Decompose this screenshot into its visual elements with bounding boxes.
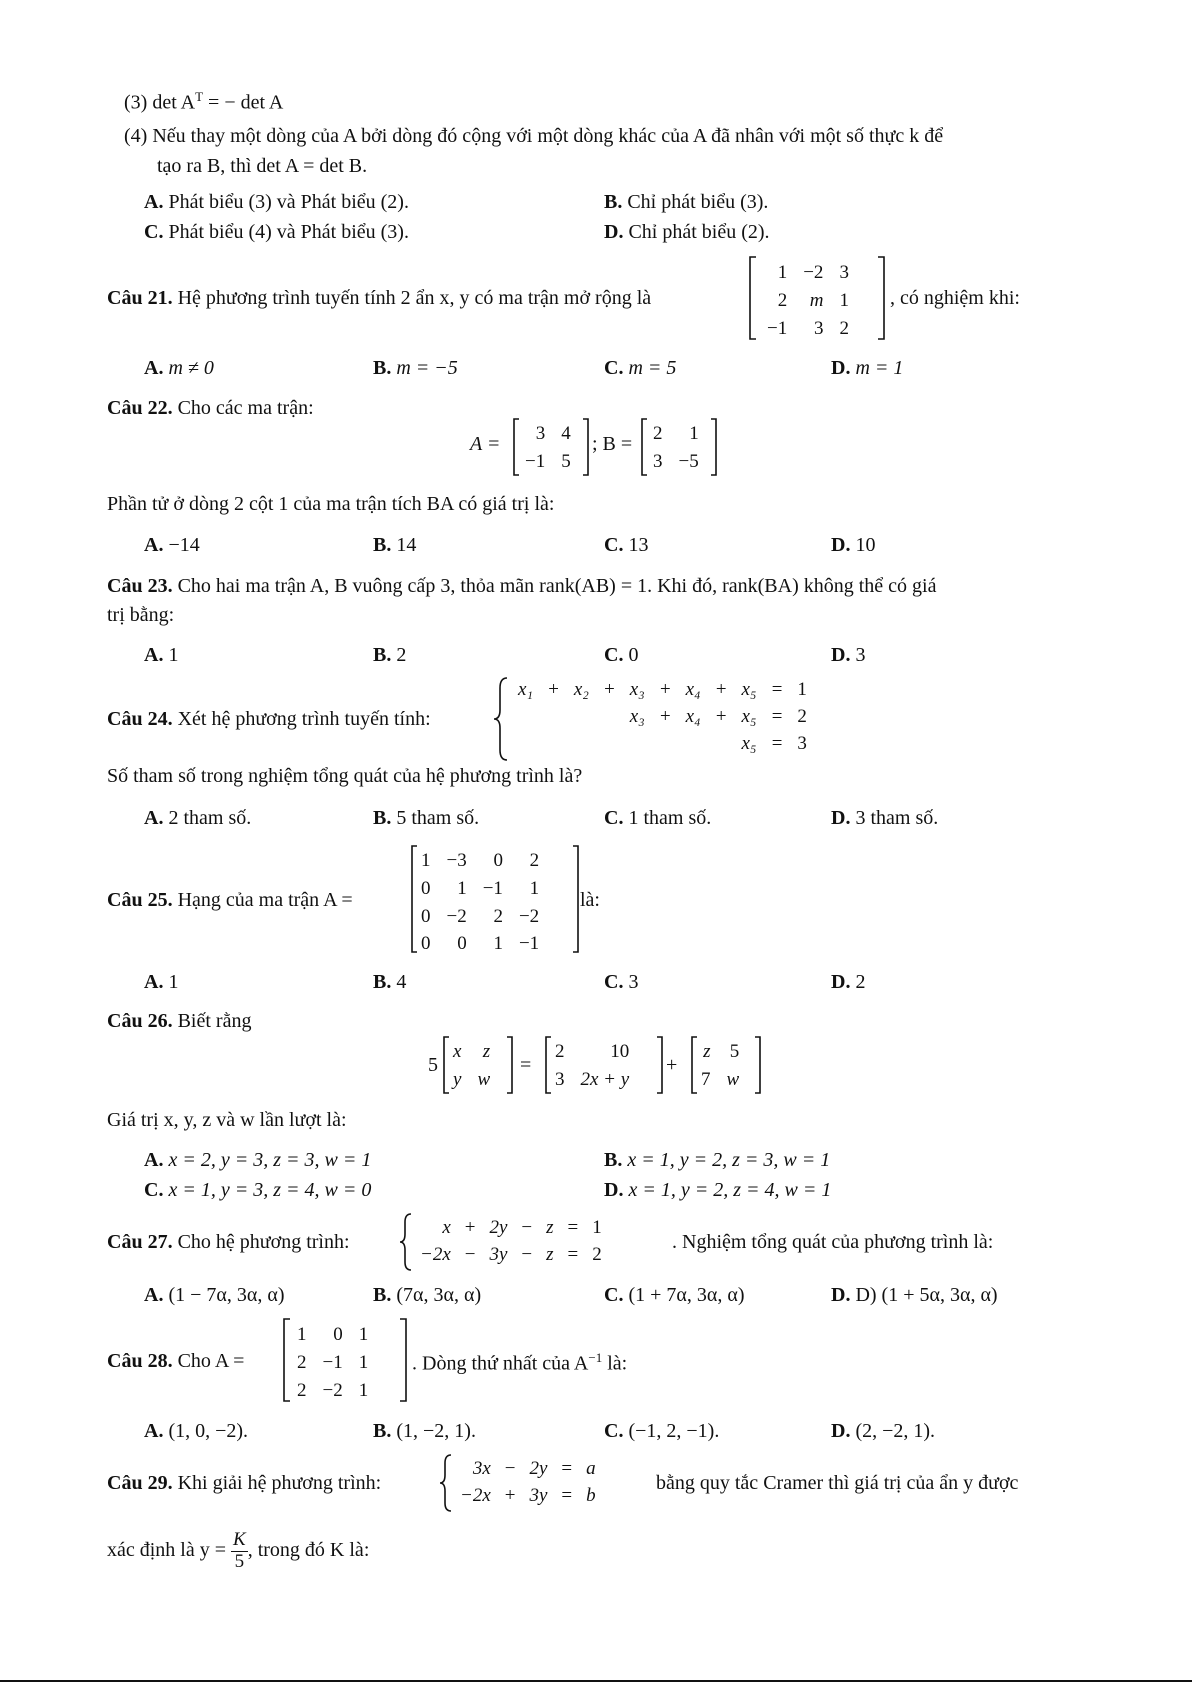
- op: =: [770, 705, 784, 727]
- cell: 2x + y: [580, 1068, 630, 1090]
- option-key: B.: [373, 644, 392, 666]
- option-C[interactable]: [144, 222, 409, 242]
- q29-line2: [107, 1530, 369, 1573]
- cell: 2: [839, 317, 849, 339]
- cell: 1: [457, 877, 467, 899]
- op: =: [567, 1217, 579, 1238]
- q28-option-C[interactable]: [604, 1421, 719, 1441]
- q26-stem: [107, 1011, 251, 1031]
- question-number: Câu 21.: [107, 287, 173, 309]
- cell: −2: [518, 905, 540, 927]
- after-rest: là:: [602, 1352, 628, 1375]
- option-key: C.: [604, 807, 624, 829]
- op: +: [658, 679, 672, 700]
- cell: 2: [529, 850, 540, 871]
- option-text: (1 + 7α, 3α, α): [623, 1284, 745, 1306]
- q28-option-D[interactable]: [831, 1421, 935, 1441]
- q22-question: Phần tử ở dòng 2 cột 1 của ma trận tích BA có giá trị là:: [107, 493, 555, 515]
- statement-4-line2: tạo ra B, thì det A = det B.: [157, 155, 368, 177]
- option-key: A.: [144, 971, 164, 993]
- option-key: C.: [604, 534, 624, 556]
- cell: 1: [493, 933, 503, 955]
- option-key: B.: [373, 971, 392, 993]
- option-text: 1 tham số.: [623, 807, 712, 829]
- question-number: Câu 27.: [107, 1231, 173, 1253]
- question-text: Cho A =: [172, 1350, 245, 1372]
- rhs: 2: [592, 1243, 602, 1265]
- question-text: Xét hệ phương trình tuyến tính:: [172, 708, 431, 730]
- option-text: (2, −2, 1).: [850, 1420, 936, 1442]
- option-text: 0: [623, 644, 639, 666]
- op: −: [504, 1458, 516, 1479]
- cell: x: [453, 1041, 462, 1062]
- q24-option-D[interactable]: [831, 808, 938, 828]
- q28-option-B[interactable]: [373, 1421, 476, 1441]
- op: +: [602, 679, 616, 700]
- op: =: [561, 1458, 573, 1479]
- cell: 10: [610, 1041, 630, 1062]
- cell: y: [453, 1068, 462, 1090]
- rhs: 1: [592, 1217, 602, 1238]
- term: x₁: [518, 679, 534, 700]
- term: 3y: [489, 1243, 508, 1265]
- cell: 1: [839, 289, 849, 311]
- option-text: 2: [850, 971, 866, 993]
- option-key: C.: [604, 1420, 624, 1442]
- term: z: [546, 1243, 554, 1265]
- option-key: D.: [604, 221, 624, 243]
- option-text: 4: [391, 971, 407, 993]
- rhs: b: [586, 1484, 596, 1506]
- q28-stem: [107, 1351, 244, 1371]
- statement-3-rest: = − det A: [203, 91, 284, 114]
- question-text: Cho các ma trận:: [172, 397, 314, 419]
- option-key: B.: [373, 1284, 392, 1306]
- cell: 5: [729, 1041, 740, 1062]
- op: [541, 732, 566, 757]
- fraction-denominator: 5: [234, 1550, 245, 1572]
- option-key: C.: [604, 644, 624, 666]
- cell: 1: [777, 262, 788, 283]
- q22-option-B[interactable]: [373, 535, 416, 555]
- option-text: m ≠ 0: [163, 357, 214, 379]
- op: −: [464, 1243, 476, 1265]
- question-number: Câu 22.: [107, 397, 173, 419]
- q27-option-A[interactable]: [144, 1285, 285, 1305]
- question-number: Câu 26.: [107, 1010, 173, 1032]
- term: [568, 732, 595, 757]
- question-number: Câu 23.: [107, 575, 173, 597]
- question-number: Câu 24.: [107, 708, 173, 730]
- option-text: Chỉ phát biểu (3).: [622, 191, 769, 213]
- op: =: [561, 1484, 573, 1506]
- cell: −1: [482, 877, 503, 899]
- option-key: B.: [604, 1149, 623, 1171]
- q26-matrix-2: [544, 1036, 674, 1094]
- option-text: −14: [163, 534, 200, 556]
- q29-stem: [107, 1473, 381, 1493]
- q24-system: [510, 676, 815, 758]
- option-key: A.: [144, 534, 164, 556]
- option-key: D.: [831, 357, 851, 379]
- cell: 0: [421, 905, 431, 927]
- option-text: x = 2, y = 3, z = 3, w = 1: [163, 1149, 372, 1171]
- cell: 7: [701, 1068, 711, 1090]
- cell: 2: [777, 289, 788, 311]
- cell: −1: [525, 450, 546, 472]
- option-A[interactable]: [144, 192, 409, 212]
- option-text: (−1, 2, −1).: [623, 1420, 720, 1442]
- q24-brace: [492, 676, 510, 766]
- q25-option-B[interactable]: [373, 972, 406, 992]
- cell: 3: [535, 423, 546, 444]
- q23-option-B[interactable]: [373, 645, 406, 665]
- rhs: 2: [797, 705, 807, 727]
- q28-after: [412, 1351, 627, 1374]
- option-key: D.: [831, 807, 851, 829]
- option-text: x = 1, y = 2, z = 3, w = 1: [622, 1149, 831, 1171]
- cell: z: [703, 1041, 711, 1062]
- option-key: B.: [373, 357, 392, 379]
- cell: 2: [493, 905, 503, 927]
- q25-matrix: [410, 845, 582, 953]
- term: [512, 732, 539, 757]
- term: x₂: [573, 679, 589, 700]
- q27-stem: [107, 1232, 350, 1252]
- op: [709, 732, 734, 757]
- cell: 0: [493, 850, 503, 871]
- option-key: D.: [831, 644, 851, 666]
- op: −: [521, 1243, 533, 1265]
- option-key: B.: [373, 534, 392, 556]
- q24-option-B[interactable]: [373, 808, 479, 828]
- op: −: [521, 1217, 533, 1238]
- term: x₅: [741, 679, 757, 700]
- term: 2y: [529, 1458, 548, 1479]
- option-text: m = −5: [391, 357, 458, 379]
- option-text: 2: [391, 644, 407, 666]
- q26-matrix-1: [442, 1036, 522, 1094]
- term: z: [546, 1217, 554, 1238]
- cell: 1: [358, 1379, 369, 1401]
- op: [597, 732, 622, 757]
- q25-after: là:: [580, 889, 600, 911]
- option-text: 3: [623, 971, 639, 993]
- option-text: 3: [850, 644, 866, 666]
- option-key: A.: [144, 191, 164, 213]
- cell: z: [482, 1041, 491, 1062]
- question-number: Câu 28.: [107, 1350, 173, 1372]
- option-text: 5 tham số.: [391, 807, 480, 829]
- cell: −1: [518, 933, 540, 955]
- transpose-sup: T: [195, 89, 204, 104]
- q26-plus: +: [666, 1054, 678, 1076]
- option-text: 2 tham số.: [163, 807, 252, 829]
- op: +: [714, 679, 728, 700]
- option-text: m = 1: [850, 357, 904, 379]
- q26-option-A[interactable]: [144, 1150, 371, 1170]
- page-bottom-rule: [0, 1680, 1192, 1682]
- q21-matrix: [748, 256, 888, 340]
- option-key: B.: [373, 807, 392, 829]
- q22-option-C[interactable]: [604, 535, 648, 555]
- q26-equals: =: [520, 1054, 532, 1076]
- term: x₄: [685, 679, 701, 700]
- question-text: Hạng của ma trận A =: [172, 889, 353, 911]
- op: =: [770, 679, 784, 700]
- option-text: (1, −2, 1).: [391, 1420, 476, 1442]
- cell: 2: [653, 423, 663, 444]
- term: x₃: [629, 679, 645, 700]
- after-text: . Dòng thứ nhất của A: [412, 1352, 589, 1375]
- option-key: A.: [144, 1420, 164, 1442]
- q23-option-D[interactable]: [831, 645, 865, 665]
- op: =: [567, 1243, 579, 1265]
- cell: 0: [457, 933, 467, 955]
- op: [597, 705, 622, 730]
- q21-option-C[interactable]: [604, 358, 676, 378]
- cell: 3: [839, 262, 849, 283]
- q22-matrix-b: [640, 418, 720, 476]
- option-key: A.: [144, 644, 164, 666]
- op: +: [464, 1217, 476, 1238]
- option-key: D.: [604, 1179, 624, 1201]
- option-text: m = 5: [623, 357, 677, 379]
- q25-option-A[interactable]: [144, 972, 178, 992]
- statement-3: [124, 90, 283, 113]
- term: [512, 705, 539, 730]
- term: x₅: [741, 705, 757, 727]
- q21-option-B[interactable]: [373, 358, 458, 378]
- option-key: B.: [604, 191, 623, 213]
- q27-system: [412, 1214, 610, 1270]
- option-key: A.: [144, 1149, 164, 1171]
- question-text: Cho hệ phương trình:: [172, 1231, 350, 1253]
- op: +: [547, 679, 560, 700]
- cell: −2: [446, 905, 467, 927]
- q26-question: Giá trị x, y, z và w lần lượt là:: [107, 1109, 347, 1131]
- q23-line2: trị bằng:: [107, 604, 175, 626]
- q29-after: bằng quy tắc Cramer thì giá trị của ẩn y được: [656, 1472, 1019, 1494]
- cell: 1: [358, 1351, 369, 1373]
- q24-option-A[interactable]: [144, 808, 251, 828]
- q23-stem: [107, 576, 936, 596]
- cell: 2: [297, 1379, 307, 1401]
- q26-option-B[interactable]: [604, 1150, 830, 1170]
- q24-option-C[interactable]: [604, 808, 711, 828]
- option-text: (1 − 7α, 3α, α): [163, 1284, 285, 1306]
- option-D[interactable]: [604, 222, 770, 242]
- cell: −3: [446, 850, 467, 871]
- question-text: Khi giải hệ phương trình:: [172, 1472, 382, 1494]
- cell: 0: [333, 1324, 343, 1345]
- option-text: D) (1 + 5α, 3α, α): [850, 1284, 998, 1306]
- op: [653, 732, 678, 757]
- statement-3-text: (3) det A: [124, 91, 196, 114]
- rhs: 3: [797, 732, 807, 754]
- q21-option-A[interactable]: [144, 358, 214, 378]
- cell: −2: [322, 1379, 343, 1401]
- fraction: [231, 1530, 248, 1573]
- cell: −1: [767, 317, 788, 339]
- cell: 3: [653, 450, 663, 472]
- rhs: a: [586, 1458, 596, 1479]
- option-text: 3 tham số.: [850, 807, 939, 829]
- q21-after: , có nghiệm khi:: [890, 287, 1020, 309]
- q26-option-D[interactable]: [604, 1180, 831, 1200]
- q22-option-D[interactable]: [831, 535, 875, 555]
- cell: 0: [421, 877, 431, 899]
- option-text: x = 1, y = 2, z = 4, w = 1: [623, 1179, 832, 1201]
- option-text: Phát biểu (4) và Phát biểu (3).: [163, 221, 409, 243]
- q23-option-A[interactable]: [144, 645, 178, 665]
- q26-matrix-3: [690, 1036, 770, 1094]
- option-key: C.: [604, 971, 624, 993]
- term: 2y: [489, 1217, 508, 1238]
- option-key: C.: [144, 221, 164, 243]
- term: [624, 732, 651, 757]
- option-B[interactable]: [604, 192, 768, 212]
- option-key: D.: [831, 1284, 851, 1306]
- op: +: [714, 705, 728, 727]
- term: [680, 732, 707, 757]
- line2-text: xác định là y =: [107, 1538, 227, 1561]
- option-key: C.: [144, 1179, 164, 1201]
- option-key: D.: [831, 534, 851, 556]
- option-key: A.: [144, 357, 164, 379]
- term: 3y: [529, 1484, 548, 1506]
- cell: w: [726, 1068, 740, 1090]
- fraction-numerator: K: [233, 1529, 246, 1550]
- cell: −2: [803, 262, 824, 283]
- q21-option-D[interactable]: [831, 358, 903, 378]
- q27-after: . Nghiệm tổng quát của phương trình là:: [672, 1231, 994, 1253]
- option-text: (7α, 3α, α): [391, 1284, 482, 1306]
- cell: 1: [297, 1324, 307, 1345]
- inverse-sup: −1: [588, 1350, 603, 1365]
- term: x₅: [741, 732, 757, 754]
- q25-option-C[interactable]: [604, 972, 638, 992]
- option-key: C.: [604, 357, 624, 379]
- cell: 2: [297, 1351, 307, 1373]
- q28-option-A[interactable]: [144, 1421, 248, 1441]
- option-key: D.: [831, 1420, 851, 1442]
- cell: w: [477, 1068, 491, 1090]
- term: −2x: [420, 1243, 451, 1265]
- question-text: Biết rằng: [172, 1010, 252, 1032]
- term: 3x: [472, 1458, 491, 1479]
- q27-option-B[interactable]: [373, 1285, 481, 1305]
- q24-question: Số tham số trong nghiệm tổng quát của hệ phương trình là?: [107, 765, 583, 787]
- question-text: Hệ phương trình tuyến tính 2 ẩn x, y có ma trận mở rộng là: [172, 287, 652, 309]
- cell: −5: [678, 450, 699, 472]
- rhs: 1: [797, 679, 807, 700]
- q25-stem: [107, 890, 353, 910]
- q29-system: [452, 1455, 604, 1511]
- cell: m: [809, 289, 824, 311]
- op: +: [504, 1484, 516, 1506]
- term: x₃: [629, 705, 645, 727]
- q26-coef: 5: [428, 1054, 438, 1076]
- term: −2x: [460, 1484, 491, 1506]
- option-text: 14: [391, 534, 417, 556]
- q27-option-D[interactable]: [831, 1285, 998, 1305]
- term: x: [442, 1217, 451, 1238]
- cell: 4: [561, 423, 571, 444]
- q24-stem: [107, 709, 431, 729]
- q23-option-C[interactable]: [604, 645, 638, 665]
- op: [541, 705, 566, 730]
- cell: 1: [421, 850, 431, 871]
- q22-option-A[interactable]: [144, 535, 200, 555]
- cell: 2: [555, 1041, 565, 1062]
- option-text: 1: [163, 971, 179, 993]
- statement-4-line1: (4) Nếu thay một dòng của A bởi dòng đó cộng với một dòng khác của A đã nhân với một số thực k để: [124, 125, 944, 147]
- op: +: [658, 705, 672, 727]
- option-key: D.: [831, 971, 851, 993]
- cell: 0: [421, 933, 431, 955]
- term: x₄: [685, 705, 701, 727]
- cell: 3: [555, 1068, 565, 1090]
- option-key: B.: [373, 1420, 392, 1442]
- option-text: (1, 0, −2).: [163, 1420, 249, 1442]
- line2-rest: , trong đó K là:: [247, 1538, 370, 1561]
- option-text: 10: [850, 534, 876, 556]
- q22-a-label: [470, 434, 500, 454]
- option-text: 1: [163, 644, 179, 666]
- op: =: [770, 732, 784, 754]
- question-number: Câu 29.: [107, 1472, 173, 1494]
- option-text: Phát biểu (3) và Phát biểu (2).: [163, 191, 409, 213]
- q21-stem: [107, 288, 651, 308]
- option-key: A.: [144, 807, 164, 829]
- option-text: 13: [623, 534, 649, 556]
- option-text: x = 1, y = 3, z = 4, w = 0: [163, 1179, 372, 1201]
- q22-stem: [107, 398, 314, 418]
- cell: 1: [358, 1324, 369, 1345]
- cell: 1: [529, 877, 540, 899]
- q22-b-label: ; B =: [592, 433, 633, 455]
- q22-matrix-a: [512, 418, 592, 476]
- q28-matrix: [282, 1318, 414, 1402]
- label: A =: [470, 433, 501, 455]
- question-text: Cho hai ma trận A, B vuông cấp 3, thỏa mãn rank(AB) = 1. Khi đó, rank(BA) không thể có giá: [172, 575, 937, 597]
- cell: 3: [813, 317, 824, 339]
- option-text: Chỉ phát biểu (2).: [623, 221, 770, 243]
- question-number: Câu 25.: [107, 889, 173, 911]
- cell: 1: [689, 423, 699, 444]
- term: [568, 705, 595, 730]
- q25-option-D[interactable]: [831, 972, 865, 992]
- option-key: A.: [144, 1284, 164, 1306]
- q27-option-C[interactable]: [604, 1285, 745, 1305]
- cell: −1: [322, 1351, 343, 1373]
- q26-option-C[interactable]: [144, 1180, 371, 1200]
- option-key: C.: [604, 1284, 624, 1306]
- cell: 5: [561, 450, 571, 472]
